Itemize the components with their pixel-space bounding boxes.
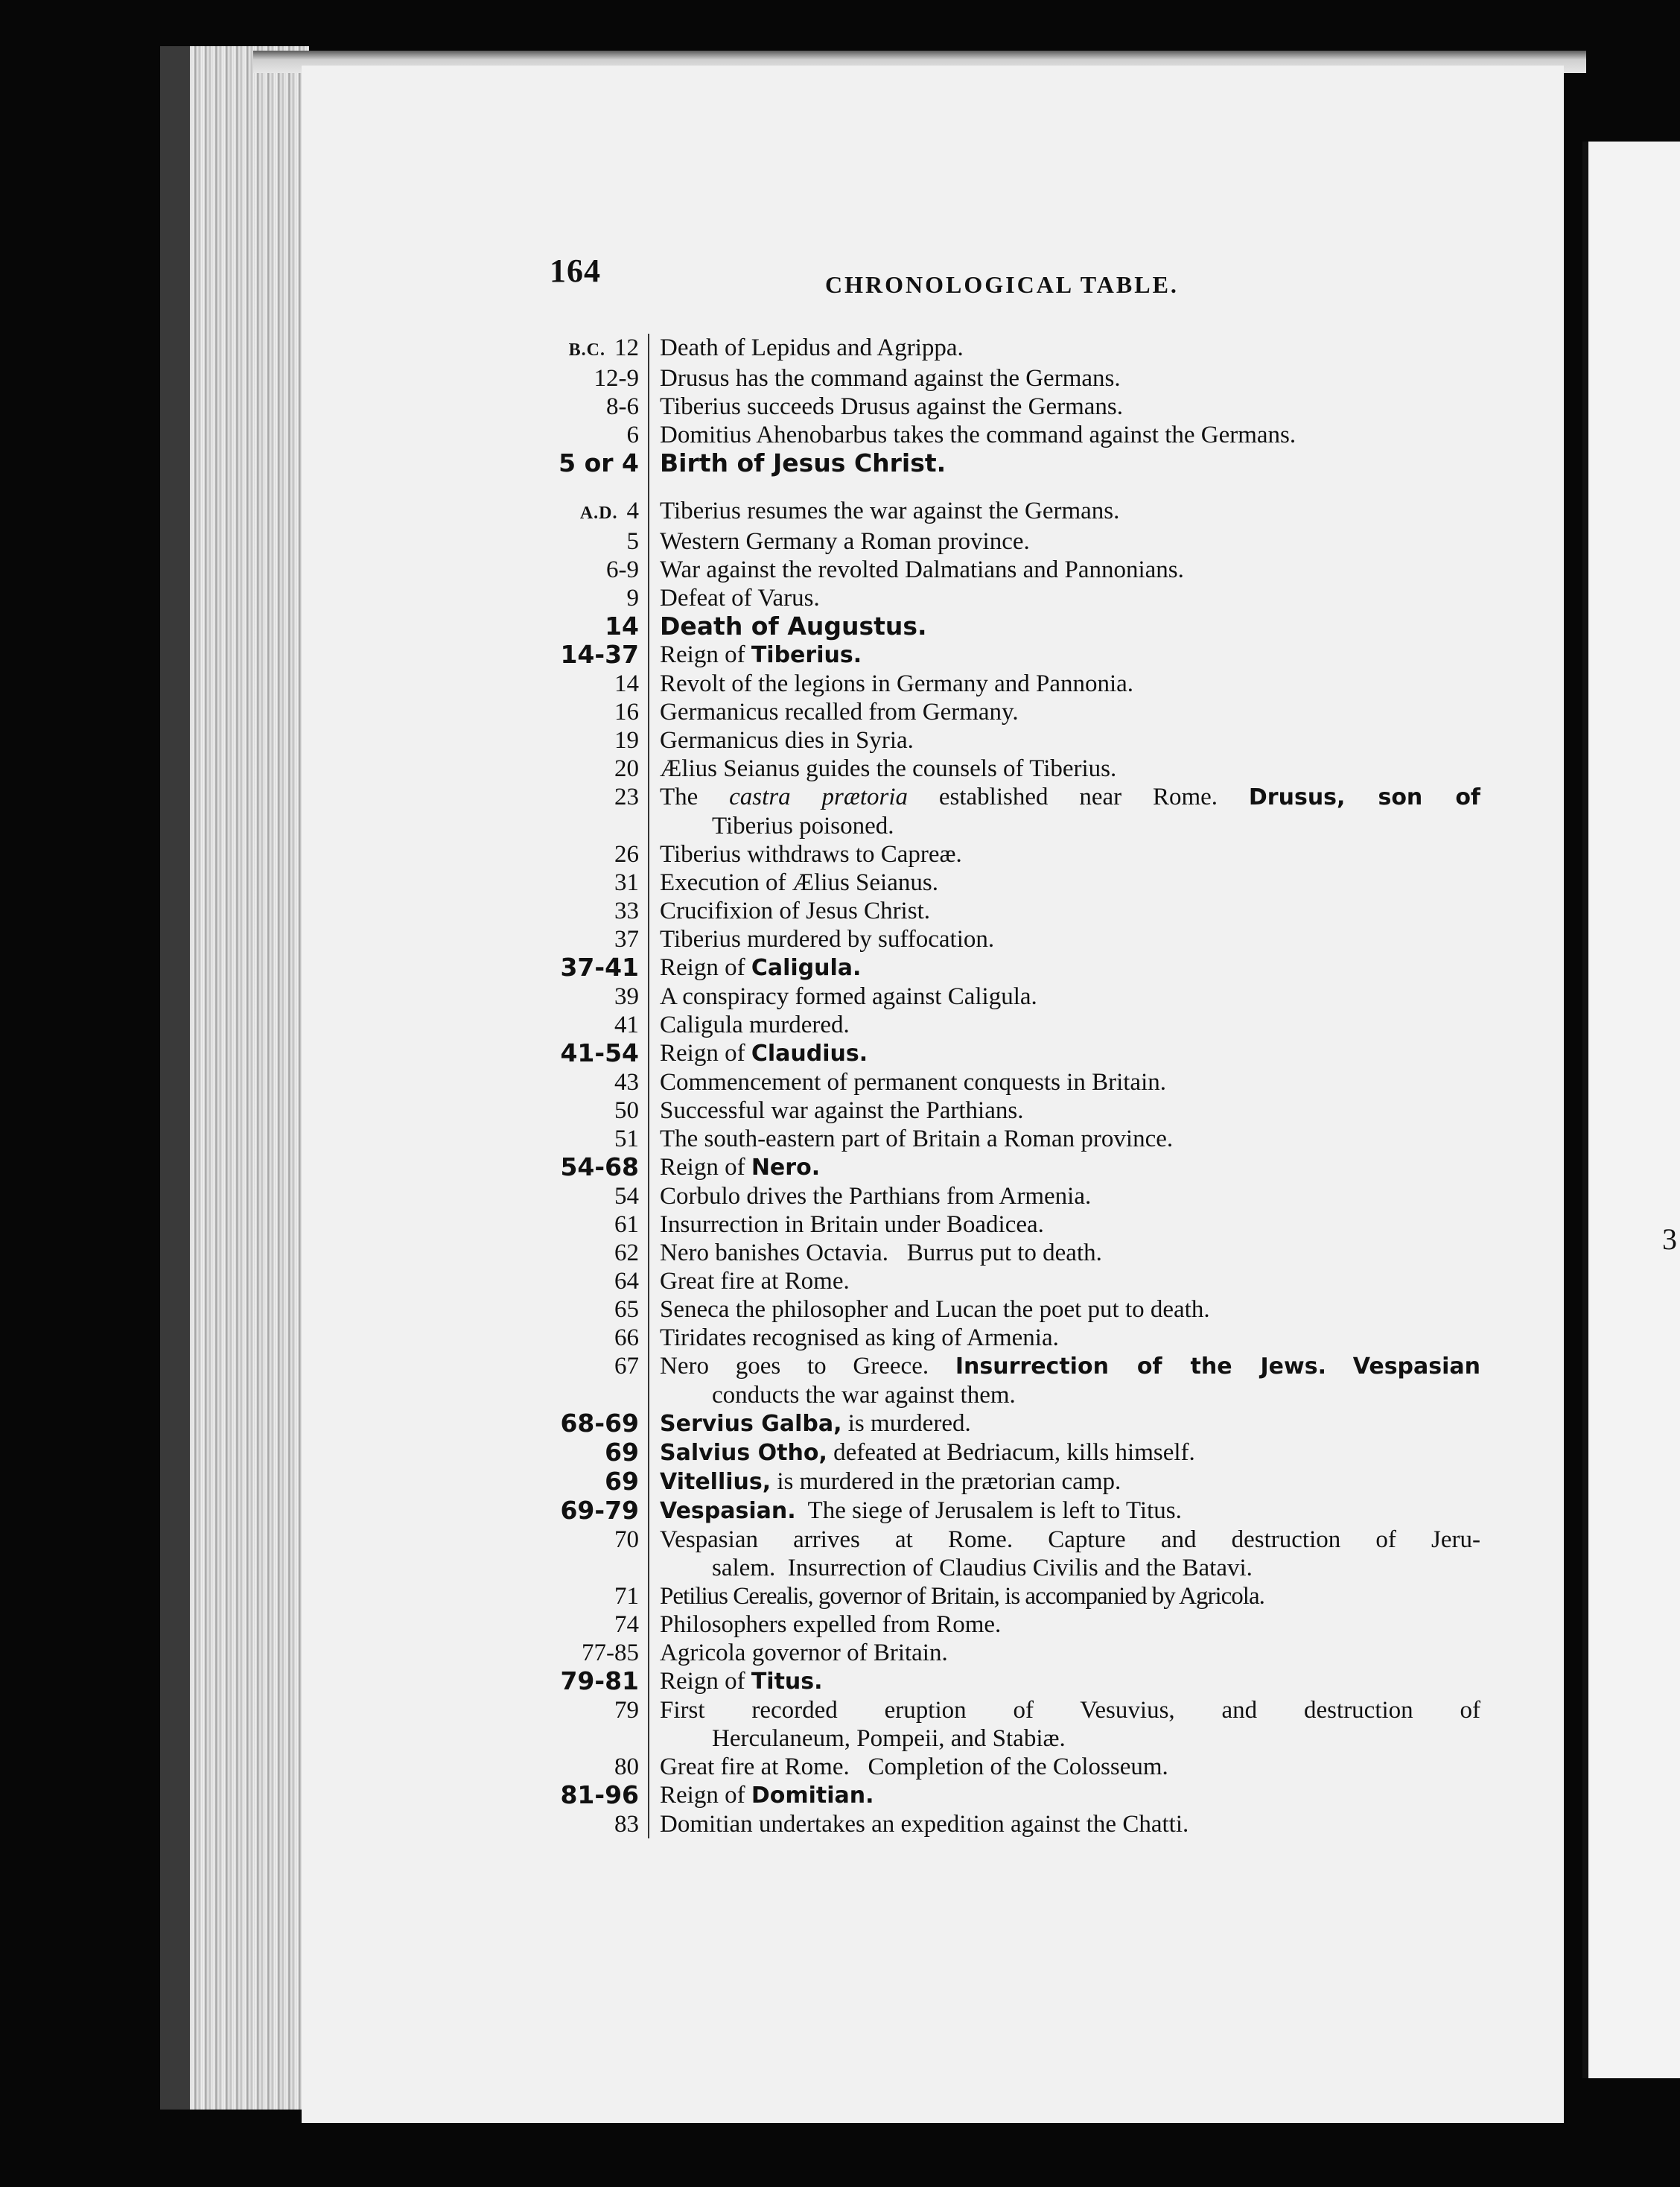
- event-text: Burrus put to death.: [906, 1239, 1102, 1266]
- table-row: [542, 755, 1480, 783]
- event-text: salem.: [712, 1555, 776, 1581]
- table-row: [542, 1696, 1480, 1753]
- date-cell: 79-81: [542, 1667, 649, 1696]
- event-cell: Drusus has the command against the Germans.: [660, 365, 1121, 392]
- event-cell: Domitian undertakes an expedition against the Chatti.: [660, 1811, 1189, 1838]
- event-cell: The south-eastern part of Britain a Roman province.: [660, 1126, 1174, 1152]
- table-row: [542, 527, 1480, 556]
- event-cell: [649, 1438, 1480, 1467]
- date-cell: 19: [542, 726, 649, 755]
- table-row: [542, 1667, 1480, 1696]
- table-row: [542, 1295, 1480, 1324]
- event-cell: Tiberius succeeds Drusus against the Germans.: [660, 393, 1124, 420]
- table-row: [542, 1639, 1480, 1667]
- table-row: [542, 1182, 1480, 1210]
- event-text: Nero banishes Octavia.: [660, 1239, 888, 1266]
- table-row: [542, 1438, 1480, 1467]
- date-cell: 54: [542, 1182, 649, 1210]
- event-continuation: Herculaneum, Pompeii, and Stabiæ.: [712, 1725, 1066, 1752]
- event-cell: Philosophers expelled from Rome.: [660, 1611, 1002, 1638]
- event-cell: [649, 1239, 1480, 1267]
- event-text: Insurrection of Claudius Civilis and the Batavi.: [787, 1555, 1253, 1581]
- event-text: defeated at Bedriacum, kills himself.: [833, 1439, 1195, 1466]
- event-cell: Crucifixion of Jesus Christ.: [660, 898, 930, 924]
- era-label-ad: A.D.: [579, 504, 618, 523]
- event-continuation: conducts the war against them.: [712, 1382, 1016, 1409]
- table-row: [542, 726, 1480, 755]
- date-cell: 31: [542, 869, 649, 897]
- event-line: First recorded eruption of Vesuvius, and destruction of: [660, 1697, 1480, 1724]
- table-row: [542, 1409, 1480, 1438]
- event-text: Reign of: [660, 1782, 745, 1809]
- event-cell: Great fire at Rome.: [660, 1268, 850, 1295]
- event-text: Reign of: [660, 954, 745, 981]
- event-cell: Revolt of the legions in Germany and Pannonia.: [660, 670, 1134, 697]
- event-emphasis: Salvius Otho,: [660, 1440, 827, 1466]
- event-cell: Tiberius withdraws to Capreæ.: [660, 841, 962, 868]
- event-text: Completion of the Colosseum.: [868, 1753, 1168, 1780]
- event-cell: [649, 1467, 1480, 1496]
- event-cell: Caligula murdered.: [660, 1012, 850, 1038]
- date-cell: 41: [542, 1011, 649, 1039]
- section-gap: [542, 477, 1480, 497]
- date-cell: 64: [542, 1267, 649, 1295]
- date-cell: 81-96: [542, 1781, 649, 1810]
- table-row: [542, 1068, 1480, 1096]
- event-text: The siege of Jerusalem is left to Titus.: [807, 1497, 1182, 1524]
- event-cell: Seneca the philosopher and Lucan the poet put to death.: [660, 1296, 1210, 1323]
- event-emphasis: Caligula.: [751, 955, 862, 981]
- date-cell: 14: [542, 612, 649, 641]
- event-text: Great fire at Rome.: [660, 1753, 850, 1780]
- table-row: [542, 783, 1480, 840]
- table-row: [542, 497, 1480, 527]
- table-row: [542, 1011, 1480, 1039]
- date-cell: 68-69: [542, 1409, 649, 1438]
- event-text: Capture and destruction of Jeru-: [1048, 1526, 1481, 1553]
- date-cell: 33: [542, 897, 649, 925]
- event-cell: [649, 1409, 1480, 1438]
- date-cell: 20: [542, 755, 649, 783]
- date-cell: 77-85: [542, 1639, 649, 1667]
- event-cell: [649, 1153, 1480, 1182]
- event-cell: Agricola governor of Britain.: [660, 1640, 948, 1666]
- event-emphasis: Nero.: [751, 1155, 821, 1181]
- event-cell: Ælius Seianus guides the counsels of Tiberius.: [660, 755, 1117, 782]
- table-row: [542, 840, 1480, 869]
- event-text: established near Rome.: [938, 784, 1218, 810]
- date-cell: 14-37: [542, 641, 649, 670]
- event-emphasis: Tiberius.: [751, 642, 862, 668]
- table-row: [542, 449, 1480, 477]
- event-cell: [649, 1496, 1480, 1526]
- date-cell: 43: [542, 1068, 649, 1096]
- table-row: [542, 1526, 1480, 1582]
- event-text: Reign of: [660, 641, 745, 668]
- event-emphasis: Insurrection of the Jews.: [955, 1353, 1326, 1380]
- table-row: [542, 1125, 1480, 1153]
- event-cell: [649, 1039, 1480, 1068]
- table-row: [542, 1267, 1480, 1295]
- event-cell: Germanicus recalled from Germany.: [660, 699, 1019, 726]
- date-cell: 16: [542, 698, 649, 726]
- running-head: CHRONOLOGICAL TABLE.: [825, 271, 1179, 298]
- event-cell: Commencement of permanent conquests in Britain.: [660, 1069, 1166, 1096]
- event-emphasis: Drusus, son of: [1248, 784, 1480, 810]
- table-row: [542, 393, 1480, 421]
- date-value: 12: [614, 334, 639, 361]
- table-row: [542, 612, 1480, 641]
- table-row: [542, 698, 1480, 726]
- event-cell: [649, 1352, 1480, 1409]
- event-cell: Insurrection in Britain under Boadicea.: [660, 1211, 1044, 1238]
- date-cell: 12-9: [542, 364, 649, 393]
- date-cell: 65: [542, 1295, 649, 1324]
- table-row: [542, 641, 1480, 670]
- date-cell: 39: [542, 983, 649, 1011]
- event-cell: [649, 1781, 1480, 1810]
- event-cell: Death of Augustus.: [660, 612, 927, 641]
- date-cell: [542, 334, 649, 364]
- date-cell: 61: [542, 1210, 649, 1239]
- date-cell: 62: [542, 1239, 649, 1267]
- date-value: 4: [626, 498, 639, 524]
- event-cell: Successful war against the Parthians.: [660, 1097, 1024, 1124]
- event-cell: [649, 1526, 1480, 1582]
- date-cell: [542, 497, 649, 527]
- event-cell: War against the revolted Dalmatians and Pannonians.: [660, 556, 1184, 583]
- date-cell: 37-41: [542, 953, 649, 983]
- table-row: [542, 1352, 1480, 1409]
- date-cell: 23: [542, 783, 649, 840]
- table-row: [542, 1153, 1480, 1182]
- event-text: Nero goes to Greece.: [660, 1353, 929, 1380]
- event-emphasis: Domitian.: [751, 1783, 874, 1809]
- event-cell: A conspiracy formed against Caligula.: [660, 983, 1037, 1010]
- date-cell: 74: [542, 1610, 649, 1639]
- table-row: [542, 1096, 1480, 1125]
- event-cell: [649, 1753, 1480, 1781]
- table-row: [542, 1239, 1480, 1267]
- page-number: 164: [550, 253, 601, 289]
- event-text: Reign of: [660, 1040, 745, 1067]
- date-cell: 80: [542, 1753, 649, 1781]
- date-cell: 6-9: [542, 556, 649, 584]
- date-cell: 83: [542, 1810, 649, 1838]
- table-row: [542, 1610, 1480, 1639]
- table-row: [542, 1467, 1480, 1496]
- event-cell: Domitius Ahenobarbus takes the command against the Germans.: [660, 422, 1296, 448]
- date-cell: 54-68: [542, 1153, 649, 1182]
- event-cell: Corbulo drives the Parthians from Armenia.: [660, 1183, 1092, 1210]
- event-emphasis: Vespasian.: [660, 1498, 796, 1524]
- event-line: [660, 783, 1480, 812]
- table-row: [542, 1324, 1480, 1352]
- chronological-table: [542, 334, 1480, 1838]
- date-cell: 5: [542, 527, 649, 556]
- date-cell: 9: [542, 584, 649, 612]
- event-text: The: [660, 784, 699, 810]
- date-cell: 69: [542, 1438, 649, 1467]
- date-cell: 37: [542, 925, 649, 953]
- event-cell: Petilius Cerealis, governor of Britain, is accompanied by Agricola.: [660, 1583, 1264, 1610]
- table-row: [542, 670, 1480, 698]
- table-row: [542, 584, 1480, 612]
- event-cell: Defeat of Varus.: [660, 585, 820, 612]
- table-row: [542, 897, 1480, 925]
- event-italic: castra prætoria: [729, 784, 909, 810]
- event-emphasis: Titus.: [751, 1669, 823, 1695]
- event-cell: Tiberius resumes the war against the Germans.: [660, 498, 1120, 524]
- date-cell: 5 or 4: [542, 449, 649, 477]
- table-row: [542, 1210, 1480, 1239]
- event-cell: [649, 1696, 1480, 1753]
- event-line: [660, 1352, 1480, 1381]
- event-cell: [649, 1667, 1480, 1696]
- table-row: [542, 556, 1480, 584]
- date-cell: 69-79: [542, 1496, 649, 1526]
- date-cell: 6: [542, 421, 649, 449]
- table-row: [542, 1810, 1480, 1838]
- event-cell: Death of Lepidus and Agrippa.: [660, 334, 964, 361]
- date-cell: 67: [542, 1352, 649, 1409]
- event-text: Vespasian arrives at Rome.: [660, 1526, 1014, 1553]
- event-cell: Western Germany a Roman province.: [660, 528, 1030, 555]
- event-cell: Execution of Ælius Seianus.: [660, 869, 938, 896]
- event-line: [660, 1526, 1480, 1554]
- date-cell: 51: [542, 1125, 649, 1153]
- event-cell: Birth of Jesus Christ.: [660, 448, 946, 477]
- table-row: [542, 1496, 1480, 1526]
- event-emphasis: Servius Galba,: [660, 1411, 842, 1437]
- event-cell: Germanicus dies in Syria.: [660, 727, 914, 754]
- event-text: Reign of: [660, 1668, 745, 1695]
- event-cell: Tiberius murdered by suffocation.: [660, 926, 995, 953]
- table-row: [542, 421, 1480, 449]
- book-spine-shadow: [160, 46, 190, 2110]
- table-row: [542, 364, 1480, 393]
- table-row: [542, 925, 1480, 953]
- event-text: Reign of: [660, 1154, 745, 1181]
- table-row: [542, 953, 1480, 983]
- event-cell: [649, 641, 1480, 670]
- table-row: [542, 1039, 1480, 1068]
- facing-page-edge: [1582, 142, 1680, 2078]
- event-continuation: Tiberius poisoned.: [712, 813, 894, 839]
- date-cell: 50: [542, 1096, 649, 1125]
- date-cell: 14: [542, 670, 649, 698]
- event-emphasis: Claudius.: [751, 1041, 868, 1067]
- table-row: [542, 1781, 1480, 1810]
- table-row: [542, 334, 1480, 364]
- date-cell: 70: [542, 1526, 649, 1582]
- event-text: is murdered in the prætorian camp.: [777, 1468, 1121, 1495]
- date-cell: 66: [542, 1324, 649, 1352]
- date-cell: 8-6: [542, 393, 649, 421]
- event-emphasis: Vitellius,: [660, 1469, 771, 1495]
- event-cell: [649, 953, 1480, 983]
- date-cell: 79: [542, 1696, 649, 1753]
- table-row: [542, 869, 1480, 897]
- event-cell: Tiridates recognised as king of Armenia.: [660, 1324, 1059, 1351]
- table-row: [542, 1753, 1480, 1781]
- table-row: [542, 983, 1480, 1011]
- date-cell: 69: [542, 1467, 649, 1496]
- event-emphasis: Vespasian: [1352, 1353, 1481, 1380]
- table-row: [542, 1582, 1480, 1610]
- date-cell: 71: [542, 1582, 649, 1610]
- event-text: is murdered.: [847, 1410, 971, 1437]
- event-cell: [649, 783, 1480, 840]
- facing-page-fragment: 3: [1662, 1222, 1677, 1256]
- date-cell: 41-54: [542, 1039, 649, 1068]
- event-continuation: [660, 1554, 1480, 1582]
- date-cell: 26: [542, 840, 649, 869]
- era-label-bc: B.C.: [568, 340, 605, 360]
